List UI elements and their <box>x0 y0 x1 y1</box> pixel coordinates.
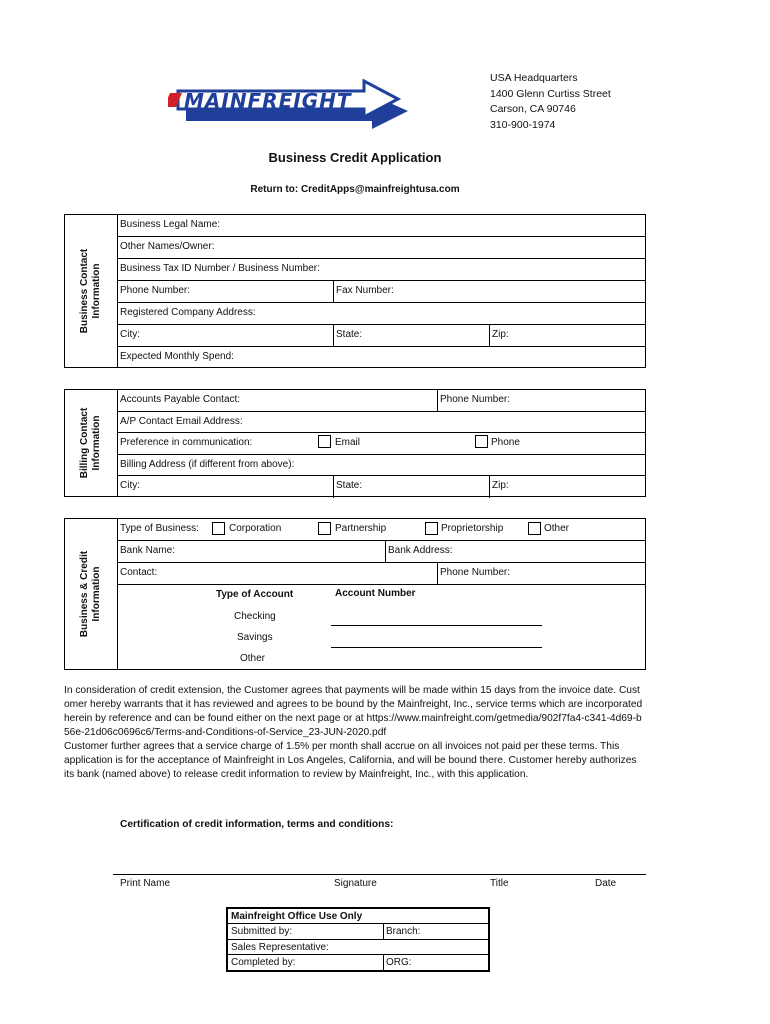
bank-contact-field[interactable]: Contact: <box>120 567 158 578</box>
signature-label: Signature <box>334 878 377 889</box>
ap-phone-field[interactable]: Phone Number: <box>440 394 511 405</box>
office-use-heading: Mainfreight Office Use Only <box>231 911 363 922</box>
section-label: Business & Credit Information <box>79 550 102 638</box>
headquarters-address <box>490 71 611 133</box>
print-name-label: Print Name <box>120 878 171 889</box>
sales-rep-field[interactable]: Sales Representative: <box>231 942 329 953</box>
page-title: Business Credit Application <box>268 150 442 165</box>
svg-text:MAINFREIGHT: MAINFREIGHT <box>184 89 352 113</box>
billing-state-field[interactable]: State: <box>336 480 363 491</box>
other-account-label: Other <box>240 653 266 664</box>
bank-address-field[interactable]: Bank Address: <box>388 545 453 556</box>
mainfreight-logo <box>168 79 412 131</box>
business-credit-section <box>64 518 646 670</box>
bank-row <box>117 541 645 563</box>
preference-row: Preference in communication: Email Phone <box>117 433 645 455</box>
phone-checkbox[interactable] <box>475 435 488 448</box>
bank-phone-field[interactable]: Phone Number: <box>440 567 511 578</box>
date-label: Date <box>595 878 617 889</box>
registered-address-field[interactable]: Registered Company Address: <box>117 303 645 325</box>
phone-field[interactable]: Phone Number: <box>120 285 191 296</box>
zip-field[interactable]: Zip: <box>492 329 509 340</box>
type-of-account-heading: Type of Account <box>216 589 294 600</box>
billing-contact-section <box>64 389 646 497</box>
phone-fax-row <box>117 281 645 303</box>
certification-heading: Certification of credit information, terms and conditions: <box>120 819 394 830</box>
terms-paragraph: In consideration of credit extension, the Customer agrees that payments will be made within 15 days from the invoice date. Customer hereby warrants that it has reviewed and agrees to be bound by the Mainfreight, Inc., service terms which are incorporated herein by reference and can be found either on the next page or at https://www.mainfreight.com/getmedia/902f7fa4-c341-4d69-b56e-21d06c0696c6/Terms-and-Conditions-of-Service_23-JUN-2020.pdf <box>64 685 643 738</box>
billing-address-field[interactable]: Billing Address (if different from above): <box>117 455 645 476</box>
office-use-box <box>226 907 490 972</box>
branch-field[interactable]: Branch: <box>386 926 421 937</box>
bank-contact-row <box>117 563 645 585</box>
other-business-checkbox[interactable] <box>528 522 541 535</box>
partnership-checkbox[interactable] <box>318 522 331 535</box>
checking-account-line[interactable] <box>331 625 542 626</box>
completed-by-field[interactable]: Completed by: <box>231 957 296 968</box>
other-names-field[interactable]: Other Names/Owner: <box>117 237 645 259</box>
signature-line[interactable] <box>113 874 646 875</box>
hq-line: 1400 Glenn Curtiss Street <box>490 87 611 100</box>
corporation-checkbox[interactable] <box>212 522 225 535</box>
savings-label: Savings <box>237 632 273 643</box>
city-field[interactable]: City: <box>120 329 140 340</box>
business-contact-section <box>64 214 646 368</box>
fax-field[interactable]: Fax Number: <box>336 285 394 296</box>
tax-id-field[interactable]: Business Tax ID Number / Business Number: <box>117 259 645 281</box>
submitted-by-field[interactable]: Submitted by: <box>231 926 293 937</box>
account-number-heading: Account Number <box>335 588 416 599</box>
org-field[interactable]: ORG: <box>386 957 412 968</box>
billing-zip-field[interactable]: Zip: <box>492 480 509 491</box>
legal-name-field[interactable]: Business Legal Name: <box>117 215 645 237</box>
bank-name-field[interactable]: Bank Name: <box>120 545 176 556</box>
hq-line: USA Headquarters <box>490 72 578 84</box>
ap-email-field[interactable]: A/P Contact Email Address: <box>117 412 645 433</box>
section-label: Business Contact Information <box>79 248 102 334</box>
ap-contact-field[interactable]: Accounts Payable Contact: <box>120 394 241 405</box>
expected-spend-field[interactable]: Expected Monthly Spend: <box>120 351 234 362</box>
terms-text <box>64 684 644 782</box>
hq-phone: 310-900-1974 <box>490 118 556 131</box>
savings-account-line[interactable] <box>331 647 542 648</box>
hq-line: Carson, CA 90746 <box>490 103 576 115</box>
title-label: Title <box>490 878 509 889</box>
billing-city-field[interactable]: City: <box>120 480 140 491</box>
section-label: Billing Contact Information <box>79 407 102 479</box>
ap-contact-row <box>117 390 645 412</box>
state-field[interactable]: State: <box>336 329 363 340</box>
terms-paragraph: Customer further agrees that a service charge of 1.5% per month shall accrue on all invoices not paid per these terms. This application is for the acceptance of Mainfreight in Los Angeles, California, and will be bound there. Customer hereby authorizes its bank (named above) to release credit information to review by Mainfreight, Inc., with this application. <box>64 741 637 780</box>
city-state-zip-row <box>117 325 645 347</box>
return-to-email: Return to: CreditApps@mainfreightusa.com <box>250 184 460 195</box>
proprietorship-checkbox[interactable] <box>425 522 438 535</box>
checking-label: Checking <box>234 611 276 622</box>
email-checkbox[interactable] <box>318 435 331 448</box>
type-of-business-row: Type of Business: Corporation Partnership Proprietorship Other <box>117 519 645 541</box>
billing-city-state-zip-row <box>117 476 645 498</box>
